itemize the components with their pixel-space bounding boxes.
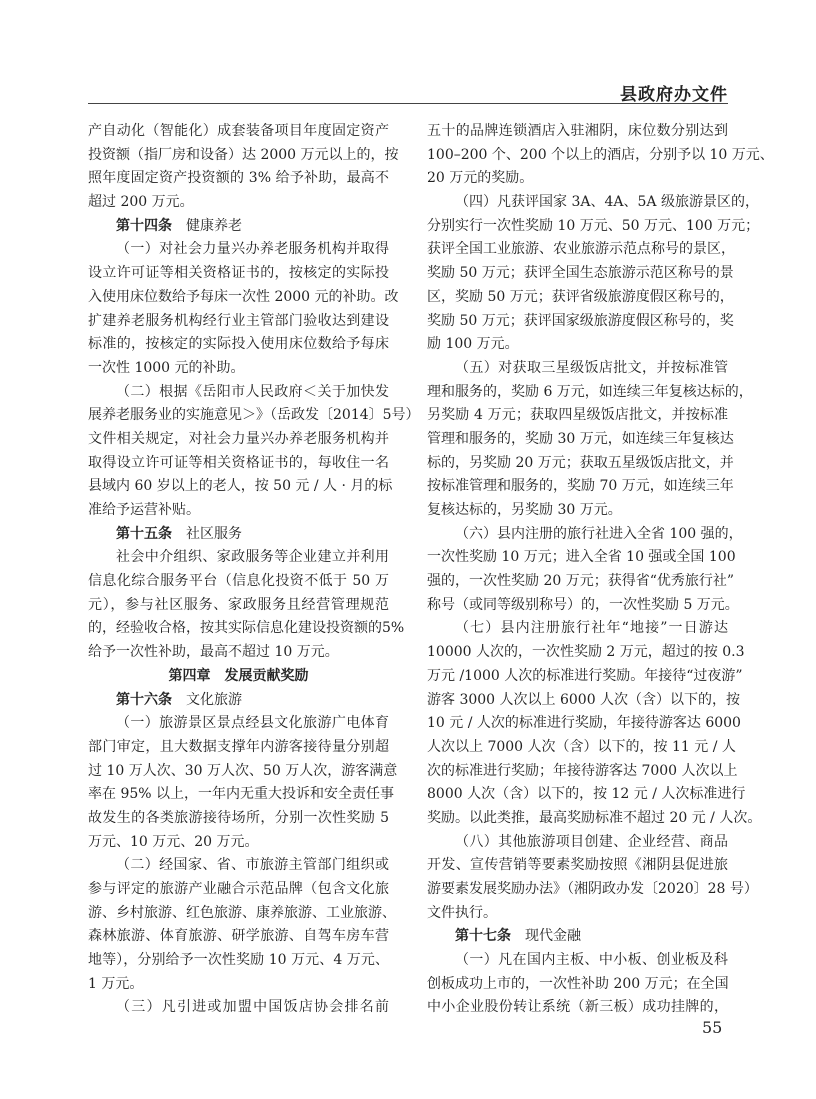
text-line: 取得设立许可证等相关资格证书的，每收住一名 <box>88 454 389 471</box>
paragraph <box>427 949 728 1020</box>
text-line: 社会中介组织、家政服务等企业建立并利用 <box>116 549 389 566</box>
text-line: 率在 95% 以上，一年内无重大投诉和安全责任事 <box>88 786 395 803</box>
text-line: 中小企业股份转让系统（新三板）成功挂牌的， <box>427 999 728 1016</box>
paragraph <box>427 617 762 830</box>
text-line: 管理和服务的，奖励 30 万元，如连续三年复核达 <box>427 430 734 447</box>
text-line: （三）凡引进或加盟中国饭店协会排名前 <box>116 999 389 1016</box>
text-line: 10 元 / 人次的标准进行奖励，年接待游客达 6000 <box>427 715 741 732</box>
text-line: 投资额（指厂房和设备）达 2000 万元以上的，按 <box>88 146 399 163</box>
text-line: （八）其他旅游项目创建、企业经营、商品 <box>455 833 728 850</box>
text-line: 区，奖励 50 万元；获评省级旅游度假区称号的， <box>427 288 734 305</box>
text-line: 励 100 万元。 <box>427 336 519 353</box>
text-line: （七）县内注册旅行社年“地接”一日游达 <box>455 620 728 637</box>
text-line: （六）县内注册的旅行社进入全省 100 强的， <box>455 525 743 542</box>
text-line: 入使用床位数给予每床一次性 2000 元的补助。改 <box>88 288 399 305</box>
text-line: 奖励。以此类推，最高奖励标准不超过 20 元 / 人次。 <box>427 809 762 826</box>
text-line: （一）凡在国内主板、中小板、创业板及科 <box>455 952 728 969</box>
text-line: （四）凡获评国家 3A、4A、5A 级旅游景区的， <box>455 194 759 211</box>
text-line: 1 万元。 <box>88 975 144 992</box>
article-heading <box>88 215 389 239</box>
right-column <box>427 120 774 1020</box>
text-line: （二）经国家、省、市旅游主管部门组织或 <box>116 857 389 874</box>
text-line: 森林旅游、体育旅游、研学旅游、自驾车房车营 <box>88 928 389 945</box>
article-heading <box>427 925 728 949</box>
paragraph <box>88 712 398 854</box>
paragraph <box>427 523 743 618</box>
article-number: 第十四条 <box>116 217 172 234</box>
paragraph <box>88 238 399 380</box>
text-line: 另奖励 4 万元；获取四星级饭店批文，并按标准 <box>427 407 728 424</box>
text-line: 照年度固定资产投资额的 3% 给予补助，最高不 <box>88 170 389 187</box>
text-line: 次的标准进行奖励；年接待游客达 7000 人次以上 <box>427 762 738 779</box>
text-line: （一）旅游景区景点经县文化旅游广电体育 <box>116 715 389 732</box>
text-line: 部门审定，且大数据支撑年内游客接待量分别超 <box>88 738 389 755</box>
text-line: 理和服务的，奖励 6 万元，如连续三年复核达标的， <box>427 383 753 400</box>
text-line: 的，经验收合格，按其实际信息化建设投资额的5% <box>88 620 405 637</box>
text-line: 文件执行。 <box>427 904 497 921</box>
text-line: 县域内 60 岁以上的老人，按 50 元 / 人 · 月的标 <box>88 478 393 495</box>
article-title: 现代金融 <box>525 928 581 945</box>
text-line: 地等），分别给予一次性奖励 10 万元、4 万元、 <box>88 952 389 969</box>
paragraph <box>88 854 396 996</box>
page-number: 55 <box>702 1018 723 1037</box>
text-line: 按标准管理和服务的，奖励 70 万元，如连续三年 <box>427 478 734 495</box>
text-line: （五）对获取三星级饭店批文，并按标准管 <box>455 359 728 376</box>
article-title: 发展贡献奖励 <box>224 667 309 684</box>
text-line: 强的，一次性奖励 20 万元；获得省“优秀旅行社” <box>427 573 735 590</box>
text-line: 超过 200 万元。 <box>88 194 194 211</box>
text-line: 扩建养老服务机构经行业主管部门验收达到建设 <box>88 312 389 329</box>
text-line: 万元 /1000 人次的标准进行奖励。年接待“过夜游” <box>427 667 743 684</box>
article-title: 文化旅游 <box>186 691 242 708</box>
paragraph <box>88 996 389 1020</box>
paragraph <box>427 357 753 523</box>
text-line: 获评全国工业旅游、农业旅游示范点称号的景区， <box>427 241 735 258</box>
text-line: 文件相关规定，对社会力量兴办养老服务机构并 <box>88 430 389 447</box>
text-line: （一）对社会力量兴办养老服务机构并取得 <box>116 241 389 258</box>
paragraph <box>88 381 420 523</box>
text-line: 五十的品牌连锁酒店入驻湘阴，床位数分别达到 <box>427 123 728 139</box>
text-line: 标的，另奖励 20 万元；获取五星级饭店批文，并 <box>427 454 734 471</box>
text-line: 游客 3000 人次以上 6000 人次（含）以下的，按 <box>427 691 741 708</box>
text-line: 创板成功上市的，一次性补助 200 万元；在全国 <box>427 975 729 992</box>
text-line: 20 万元的奖励。 <box>427 170 534 187</box>
text-line: 复核达标的，另奖励 30 万元。 <box>427 502 622 518</box>
text-line: 展养老服务业的实施意见＞》（岳政发〔2014〕5号） <box>88 407 420 424</box>
text-line: 奖励 50 万元；获评全国生态旅游示范区称号的景 <box>427 265 734 282</box>
article-title: 社区服务 <box>186 525 242 542</box>
article-heading <box>88 523 389 547</box>
article-number: 第十五条 <box>116 525 172 542</box>
left-column <box>88 120 420 1020</box>
article-number: 第四章 <box>168 667 211 684</box>
text-line: 8000 人次（含）以下的，按 12 元 / 人次标准进行 <box>427 786 746 803</box>
paragraph <box>88 120 399 215</box>
paragraph <box>427 120 774 191</box>
text-line: 元），参与社区服务、家政服务且经营管理规范 <box>88 596 389 613</box>
text-line: 过 10 万人次、30 万人次、50 万人次，游客满意 <box>88 762 398 779</box>
text-line: 10000 人次的，一次性奖励 2 万元，超过的按 0.3 <box>427 644 745 661</box>
text-line: 参与评定的旅游产业融合示范品牌（包含文化旅 <box>88 881 389 897</box>
text-line: 一次性 1000 元的补助。 <box>88 359 245 376</box>
text-line: 游、乡村旅游、红色旅游、康养旅游、工业旅游、 <box>88 904 396 921</box>
article-title: 健康养老 <box>186 217 242 234</box>
text-line: （二）根据《岳阳市人民政府＜关于加快发 <box>116 383 389 400</box>
paragraph <box>427 191 760 357</box>
text-line: 称号（或同等级别称号）的，一次性奖励 5 万元。 <box>427 596 739 613</box>
paragraph <box>88 546 405 664</box>
text-line: 100–200 个、200 个以上的酒店，分别予以 10 万元、 <box>427 146 774 163</box>
text-line: 万元、10 万元、20 万元。 <box>88 833 259 850</box>
chapter-heading <box>88 665 389 689</box>
text-line: 给予一次性补助，最高不超过 10 万元。 <box>88 644 339 661</box>
header-divider <box>88 103 728 104</box>
text-line: 分别实行一次性奖励 10 万元、50 万元、100 万元； <box>427 217 760 234</box>
text-line: 游要素发展奖励办法》（湘阴政办发〔2020〕28 号） <box>427 881 758 897</box>
text-line: 故发生的各类旅游接待场所，分别一次性奖励 5 <box>88 809 389 826</box>
text-line: 开发、宣传营销等要素奖励按照《湘阴县促进旅 <box>427 857 728 874</box>
article-number: 第十七条 <box>455 928 511 945</box>
running-header-title: 县政府办文件 <box>620 85 728 105</box>
text-line: 设立许可证等相关资格证书的，按核定的实际投 <box>88 265 389 282</box>
text-line: 标准的，按核定的实际投入使用床位数给予每床 <box>88 336 389 353</box>
text-line: 产自动化（智能化）成套装备项目年度固定资产 <box>88 123 389 139</box>
article-number: 第十六条 <box>116 691 172 708</box>
paragraph <box>427 831 758 926</box>
text-line: 人次以上 7000 人次（含）以下的，按 11 元 / 人 <box>427 738 736 755</box>
text-line: 一次性奖励 10 万元；进入全省 10 强或全国 100 <box>427 549 736 566</box>
text-line: 奖励 50 万元；获评国家级旅游度假区称号的，奖 <box>427 312 734 329</box>
text-line: 信息化综合服务平台（信息化投资不低于 50 万 <box>88 573 389 590</box>
text-line: 准给予运营补贴。 <box>88 502 200 518</box>
article-heading <box>88 689 389 713</box>
